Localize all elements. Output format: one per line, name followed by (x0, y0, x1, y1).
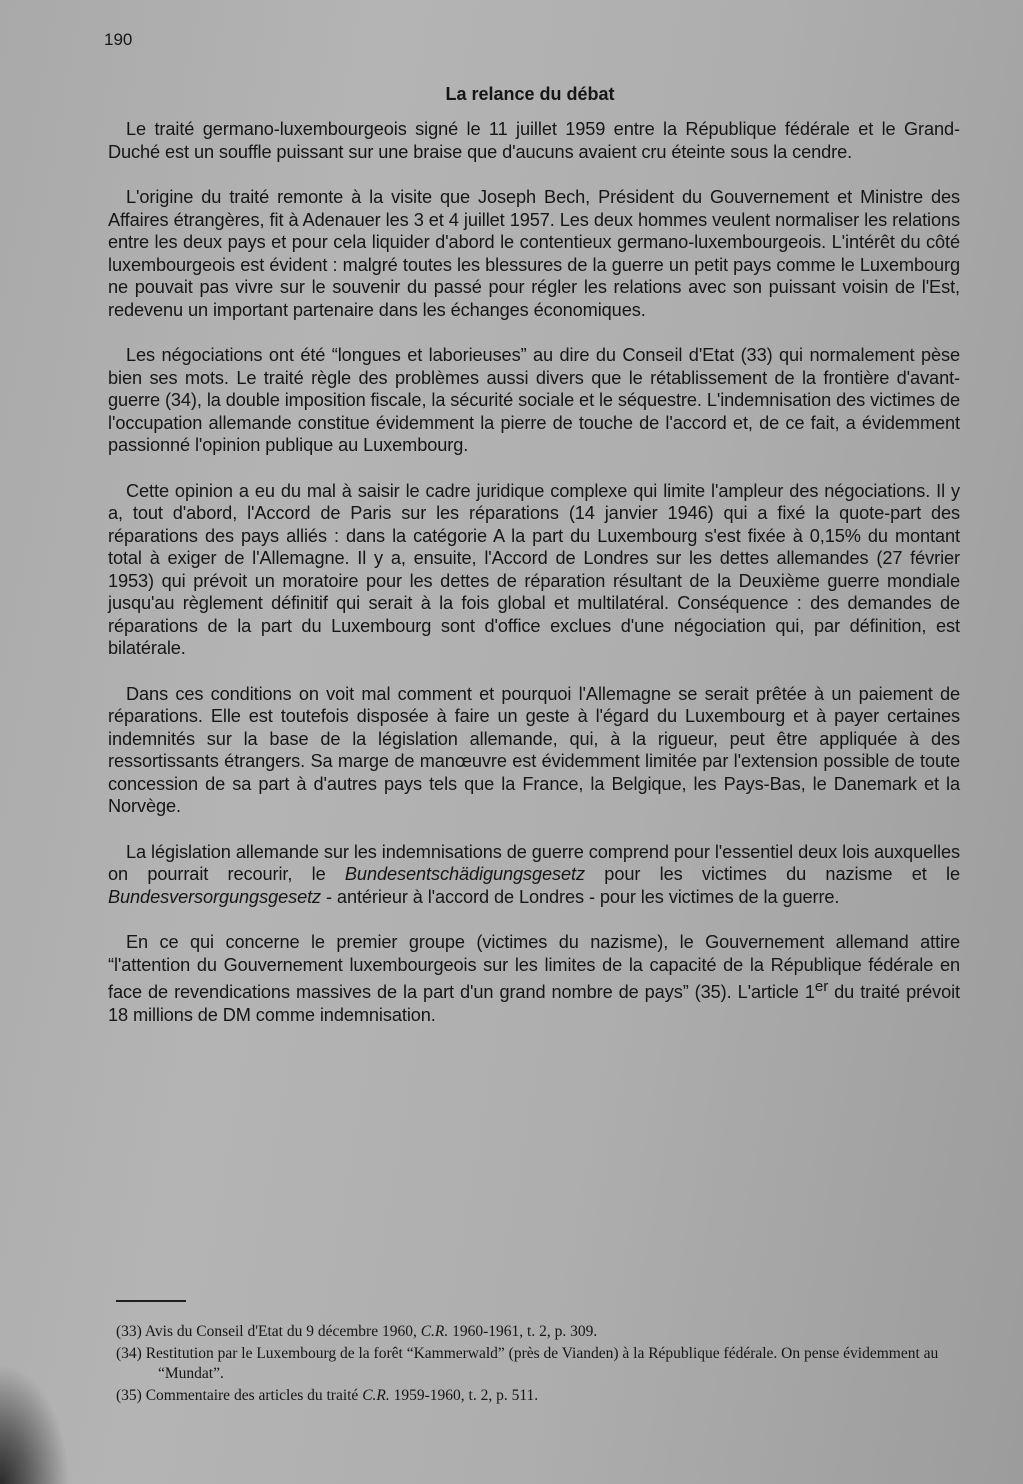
footnote-text: (35) Commentaire des articles du traité (116, 1387, 363, 1404)
paragraph (108, 841, 960, 909)
page-number: 190 (104, 30, 133, 49)
paragraph: Dans ces conditions on voit mal comment et pourquoi l'Allemagne se serait prêtée à un paiement de réparations. Elle est toutefois disposée à faire un geste à l'égard du Luxembourg et à payer certaines indemnités sur la base de la législation allemande, qui, à la rigueur, peut être appliquée à des ressortissants étrangers. Sa marge de manœuvre est évidemment limitée par l'extension possible de toute concession de sa part à d'autres pays tels que la France, la Belgique, les Pays-Bas, le Danemark et la Norvège. (108, 683, 960, 816)
footnote (116, 1322, 966, 1342)
paragraph: Le traité germano-luxembourgeois signé le 11 juillet 1959 entre la République fédérale et le Grand-Duché est un souffle puissant sur une braise que d'aucuns avaient cru éteinte sous la cendre. (108, 119, 960, 162)
footnote-text: (33) Avis du Conseil d'Etat du 9 décembre 1960, (116, 1323, 421, 1340)
footnotes (116, 1322, 966, 1408)
footnote-text: (34) Restitution par le Luxembourg de la forêt “Kammerwald” (près de Vianden) à la République fédérale. On pense évidemment au “Mundat”. (116, 1345, 939, 1382)
footnote-text: 1959-1960, t. 2, p. 511. (389, 1387, 539, 1404)
superscript: er (814, 978, 829, 995)
footnote-text: 1960-1961, t. 2, p. 309. (448, 1323, 598, 1340)
law-name: Bundesentschädigungsgesetz (344, 864, 585, 884)
footnote-separator (116, 1300, 186, 1302)
section-title: La relance du débat (445, 84, 615, 104)
paragraph: Les négociations ont été “longues et laborieuses” au dire du Conseil d'Etat (33) qui normalement pèse bien ses mots. Le traité règle des problèmes aussi divers que le rétablissement de la frontière d'avant-guerre (34), la double imposition fiscale, la sécurité sociale et le séquestre. L'indemnisation des victimes de l'occupation allemande constitue évidemment la pierre de touche de l'accord et, de ce fait, a évidemment passionné l'opinion publique au Luxembourg. (108, 345, 960, 455)
text-run: pour les victimes du nazisme et le (585, 864, 960, 884)
text-run: - antérieur à l'accord de Londres - pour les victimes de la guerre. (321, 886, 840, 907)
text-run: La législation allemande sur les indemnisations de guerre comprend pour l'essentiel deux lois auxquelles on pourrait recourir, le (108, 841, 960, 884)
paragraph: L'origine du traité remonte à la visite que Joseph Bech, Président du Gouvernement et Ministre des Affaires étrangères, fit à Adenauer les 3 et 4 juillet 1957. Les deux hommes veulent normaliser les relations entre les deux pays et pour cela liquider d'abord le contentieux germano-luxembourgeois. L'intérêt du côté luxembourgeois est évident : malgré toutes les blessures de la guerre un petit pays comme le Luxembourg ne pouvait pas vivre sur le souvenir du passé pour régler les relations avec son puissant voisin de l'Est, redevenu un important partenaire dans les échanges économiques. (108, 187, 960, 320)
paragraph: Cette opinion a eu du mal à saisir le cadre juridique complexe qui limite l'ampleur des négociations. Il y a, tout d'abord, l'Accord de Paris sur les réparations (14 janvier 1946) qui a fixé la quote-part des réparations des pays alliés : dans la catégorie A la part du Luxembourg s'est fixée à 0,15% du montant total à exiger de l'Allemagne. Il y a, ensuite, l'Accord de Londres sur les dettes allemandes (27 février 1953) qui prévoit un moratoire pour les dettes de réparation résultant de la Deuxième guerre mondiale jusqu'au règlement définitif qui serait à la fois global et multilatéral. Conséquence : des demandes de réparations de la part du Luxembourg sont d'office exclues d'une négociation qui, par définition, est bilatérale. (108, 480, 960, 658)
text-run: du traité prévoit 18 millions de DM comme indemnisation. (108, 982, 960, 1025)
footnote-ref: C.R. (362, 1387, 390, 1404)
page-shadow (0, 1364, 70, 1484)
law-name: Bundesversorgungsgesetz (108, 886, 322, 907)
text-run: En ce qui concerne le premier groupe (victimes du nazisme), le Gouvernement allemand attire “l'attention du Gouvernement luxembourgeois sur les limites de la capacité de la République fédérale en face de revendications massives de la part d'un grand nombre de pays” (35). L'article 1 (108, 932, 960, 1003)
footnote (116, 1386, 966, 1406)
footnote (116, 1344, 966, 1384)
footnote-ref: C.R. (420, 1323, 449, 1340)
paragraph (108, 931, 960, 1026)
body-text (108, 118, 960, 1049)
